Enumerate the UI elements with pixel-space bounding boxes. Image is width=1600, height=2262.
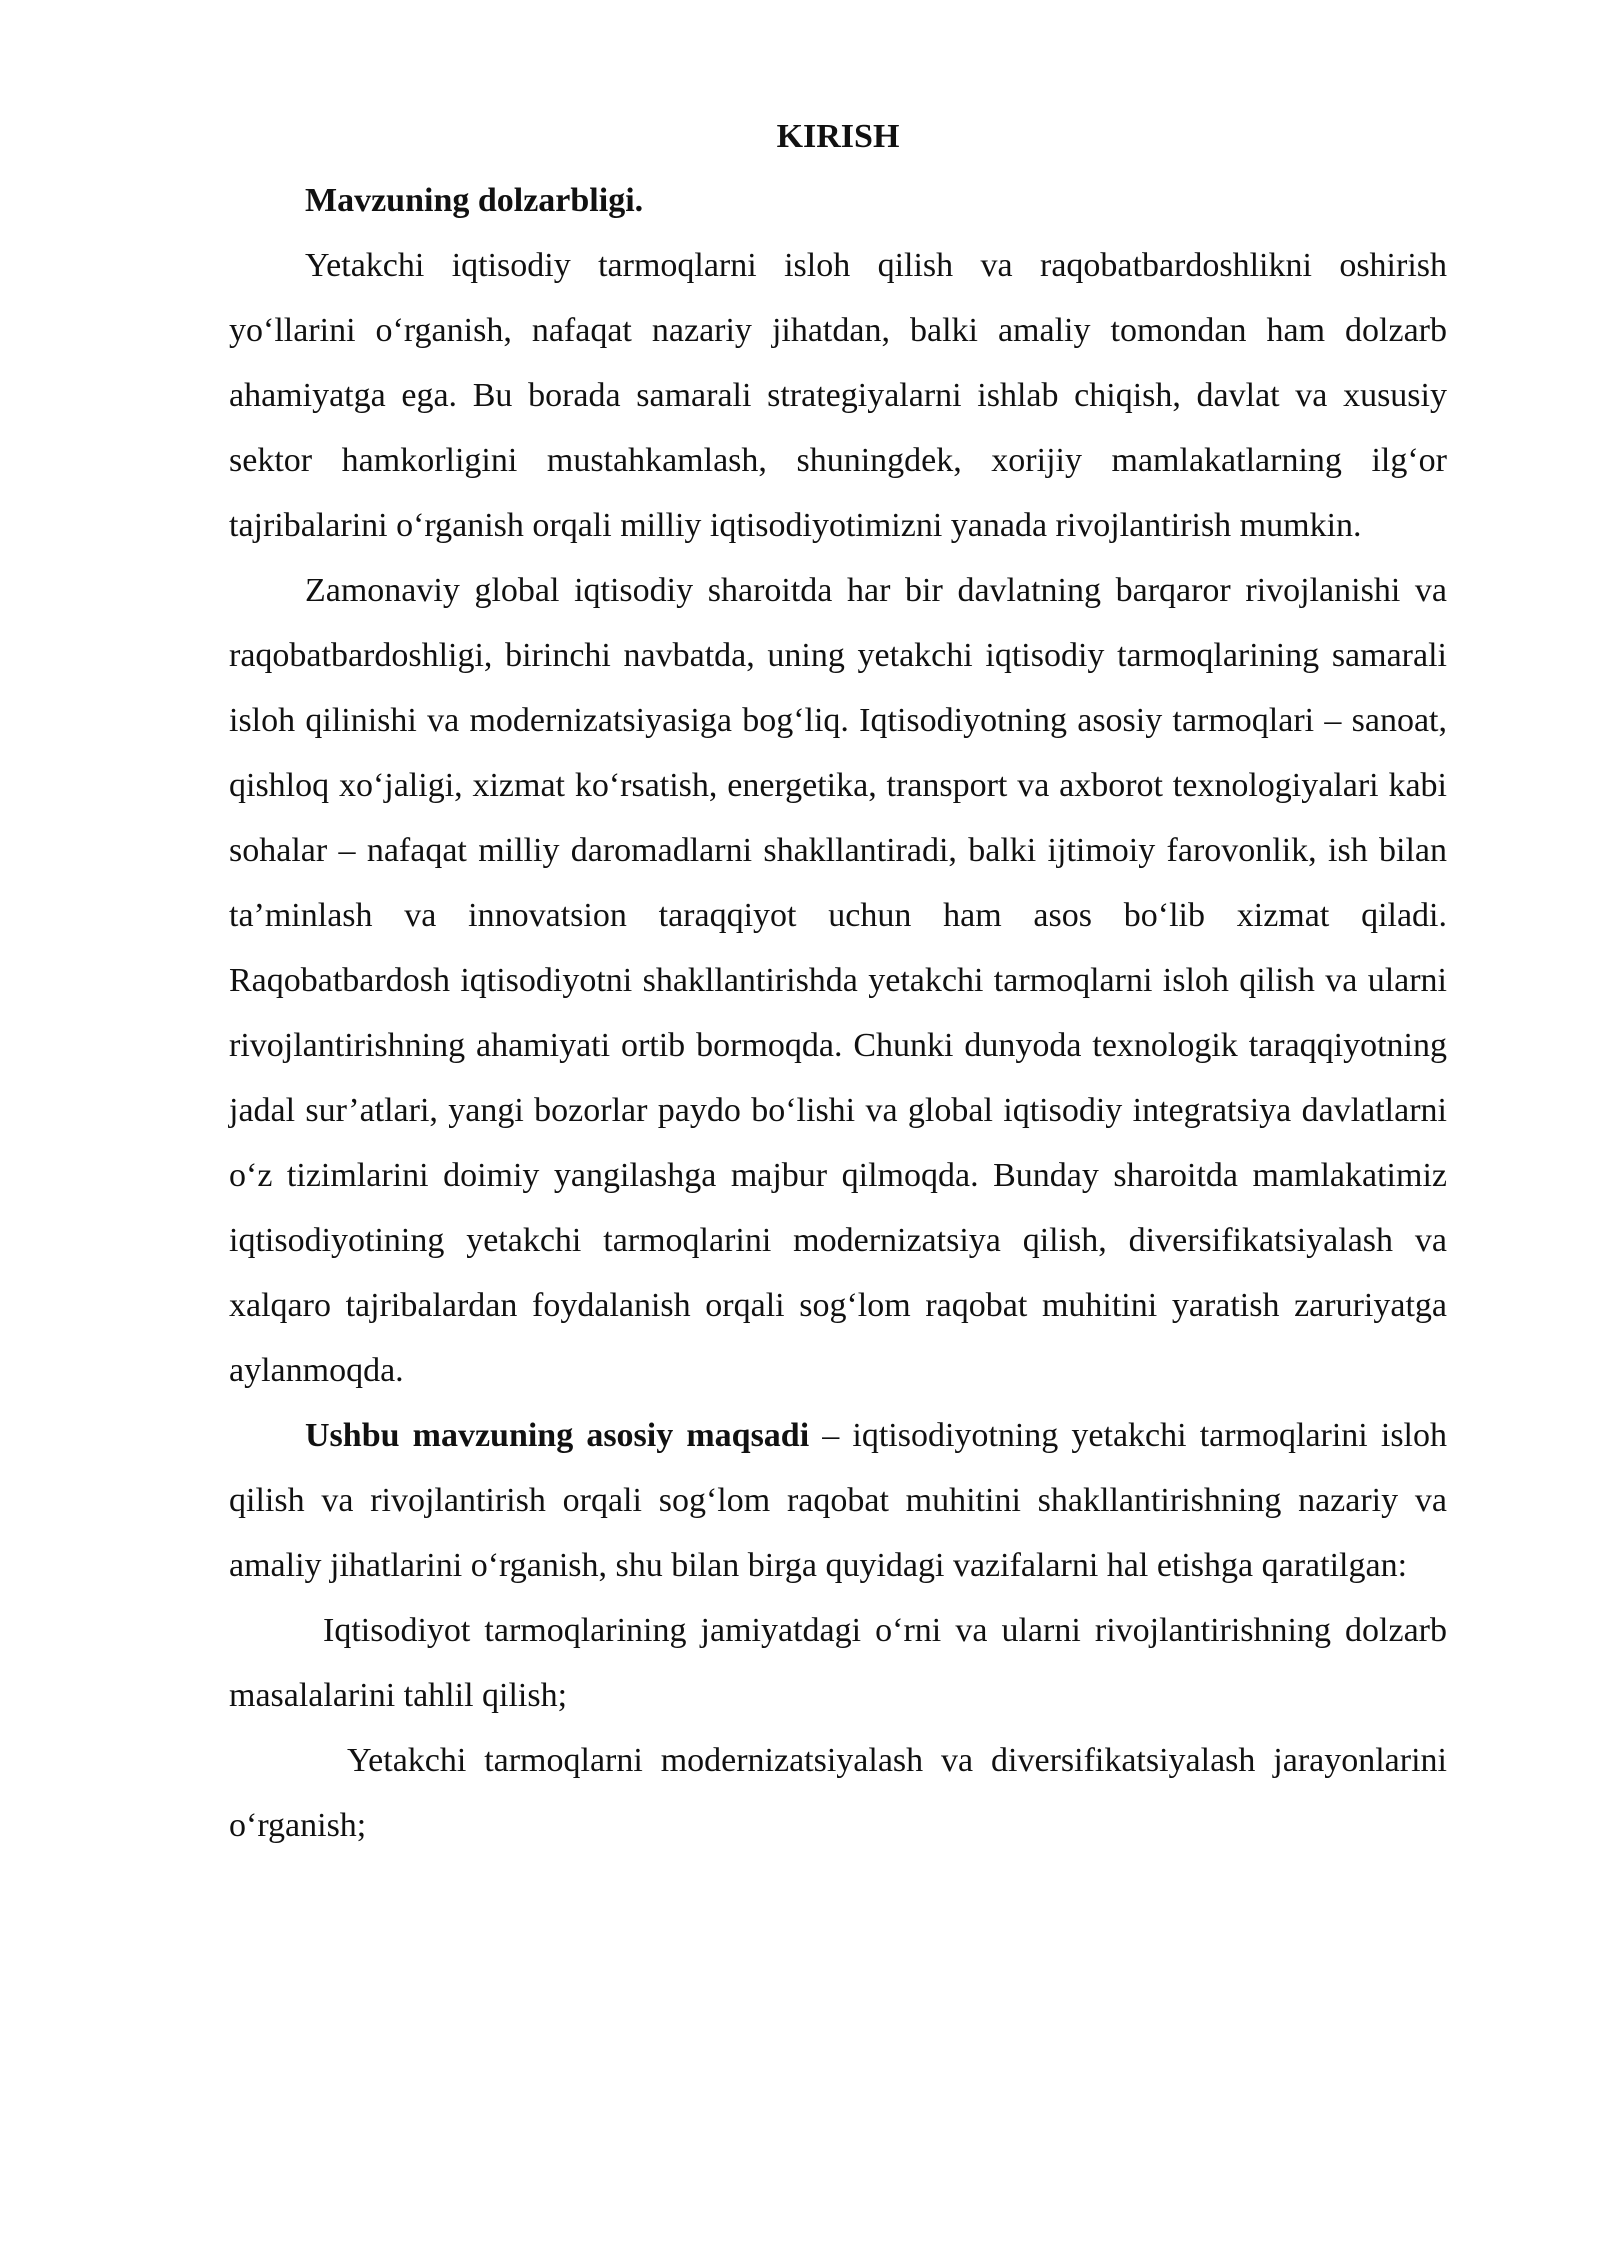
main-goal-text: – iqtisodiyotning yetakchi tarmoqlarini isloh qilish va rivojlantirish orqali sog‘lom raqobat muhitini shakllantirishning nazariy va amaliy jihatlarini o‘rganish, shu bilan birga quyidagi vazifalarni hal etishga qaratilgan: — [229, 1417, 1447, 1584]
document-title: KIRISH — [776, 118, 900, 155]
task-item-2: Yetakchi tarmoqlarni modernizatsiyalash va diversifikatsiyalash jarayonlarini o‘rganish; — [229, 1742, 1447, 1844]
paragraph-main-goal — [229, 1403, 1447, 1598]
task-item-1: Iqtisodiyot tarmoqlarining jamiyatdagi o‘rni va ularni rivojlantirishning dolzarb masalalarini tahlil qilish; — [229, 1612, 1447, 1714]
paragraph-relevance: Yetakchi iqtisodiy tarmoqlarni isloh qilish va raqobatbardoshlikni oshirish yo‘llarini o‘rganish, nafaqat nazariy jihatdan, balki amaliy tomondan ham dolzarb ahamiyatga ega. Bu borada samarali strategiyalarni ishlab chiqish, davlat va xususiy sektor hamkorligini mustahkamlash, shuningdek, xorijiy mamlakatlarning ilg‘or tajribalarini o‘rganish orqali milliy iqtisodiyotimizni yanada rivojlantirish mumkin. — [229, 247, 1447, 544]
document-body — [229, 106, 1447, 1858]
paragraph-global-context: Zamonaviy global iqtisodiy sharoitda har bir davlatning barqaror rivojlanishi va raqobatbardoshligi, birinchi navbatda, uning yetakchi iqtisodiy tarmoqlarining samarali isloh qilinishi va modernizatsiyasiga bog‘liq. Iqtisodiyotning asosiy tarmoqlari – sanoat, qishloq xo‘jaligi, xizmat ko‘rsatish, energetika, transport va axborot texnologiyalari kabi sohalar – nafaqat milliy daromadlarni shakllantiradi, balki ijtimoiy farovonlik, ish bilan ta’minlash va innovatsion taraqqiyot uchun ham asos bo‘lib xizmat qiladi. Raqobatbardosh iqtisodiyotni shakllantirishda yetakchi tarmoqlarni isloh qilish va ularni rivojlantirishning ahamiyati ortib bormoqda. Chunki dunyoda texnologik taraqqiyotning jadal sur’atlari, yangi bozorlar paydo bo‘lishi va global iqtisodiy integratsiya davlatlarni o‘z tizimlarini doimiy yangilashga majbur qilmoqda. Bunday sharoitda mamlakatimiz iqtisodiyotining yetakchi tarmoqlarini modernizatsiya qilish, diversifikatsiyalash va xalqaro tajribalardan foydalanish orqali sog‘lom raqobat muhitini yaratish zaruriyatga aylanmoqda. — [229, 572, 1447, 1389]
section-subtitle: Mavzuning dolzarbligi. — [305, 182, 644, 219]
main-goal-label: Ushbu mavzuning asosiy maqsadi — [305, 1417, 810, 1454]
